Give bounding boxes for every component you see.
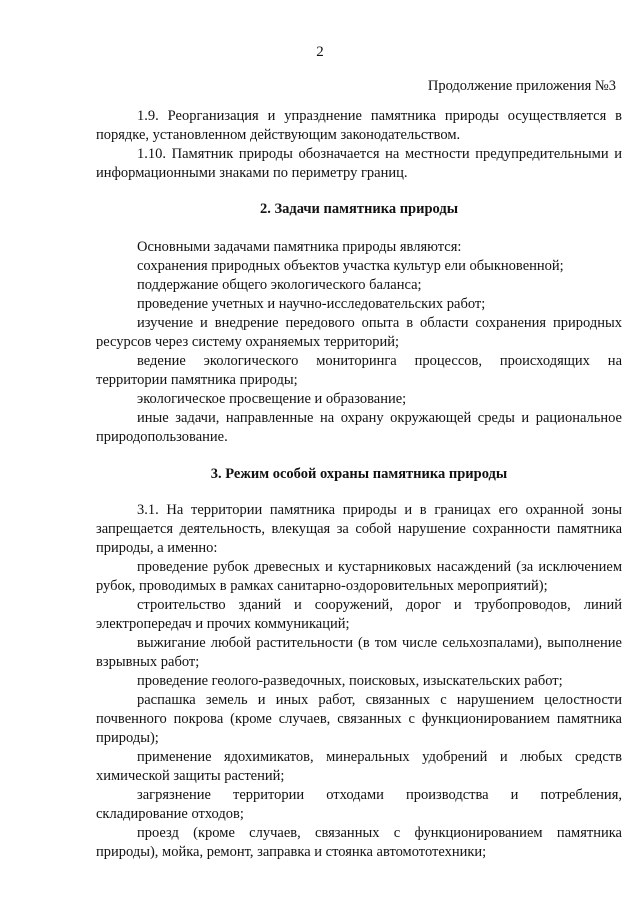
prohibition-item: выжигание любой растительности (в том числе сельхозпалами), выполнение взрывных работ; [96, 635, 622, 670]
prohibition-item: применение ядохимикатов, минеральных удобрений и любых средств химической защиты растений; [96, 749, 622, 784]
appendix-note: Продолжение приложения №3 [427, 78, 616, 94]
task-item: иные задачи, направленные на охрану окружающей среды и рациональное природопользование. [96, 410, 622, 445]
task-item: сохранения природных объектов участка культур ели обыкновенной; [137, 258, 564, 274]
task-item: изучение и внедрение передового опыта в области сохранения природных ресурсов через систему охраняемых территорий; [96, 315, 622, 350]
task-item: экологическое просвещение и образование; [137, 391, 407, 407]
prohibition-item: распашка земель и иных работ, связанных с нарушением целостности почвенного покрова (кроме случаев, связанных с функционированием памятника природы); [96, 692, 622, 746]
paragraph-1-9: 1.9. Реорганизация и упразднение памятника природы осуществляется в порядке, установленном действующим законодательством. [96, 108, 622, 143]
prohibition-item: проезд (кроме случаев, связанных с функционированием памятника природы), мойка, ремонт, заправка и стоянка автомототехники; [96, 825, 622, 860]
section-3-intro: 3.1. На территории памятника природы и в границах его охранной зоны запрещается деятельность, влекущая за собой нарушение сохранности памятника природы, а именно: [96, 502, 622, 556]
prohibition-item: проведение геолого-разведочных, поисковых, изыскательских работ; [137, 673, 563, 689]
task-item: ведение экологического мониторинга процессов, происходящих на территории памятника природы; [96, 353, 622, 388]
page-number: 2 [316, 44, 324, 60]
document-body [96, 107, 622, 862]
section-3-heading: 3. Режим особой охраны памятника природы [210, 466, 508, 482]
prohibition-item: строительство зданий и сооружений, дорог и трубопроводов, линий электропередач и прочих коммуникаций; [96, 597, 622, 632]
prohibition-item: проведение рубок древесных и кустарниковых насаждений (за исключением рубок, проводимых в рамках санитарно-оздоровительных мероприятий); [96, 559, 622, 594]
prohibition-item: загрязнение территории отходами производства и потребления, складирование отходов; [96, 787, 622, 822]
task-item: поддержание общего экологического баланса; [137, 277, 422, 293]
task-item: проведение учетных и научно-исследовательских работ; [137, 296, 486, 312]
section-2-heading: 2. Задачи памятника природы [259, 201, 459, 217]
paragraph-1-10: 1.10. Памятник природы обозначается на местности предупредительными и информационными знаками по периметру границ. [96, 146, 622, 181]
section-2-intro: Основными задачами памятника природы являются: [137, 239, 462, 255]
